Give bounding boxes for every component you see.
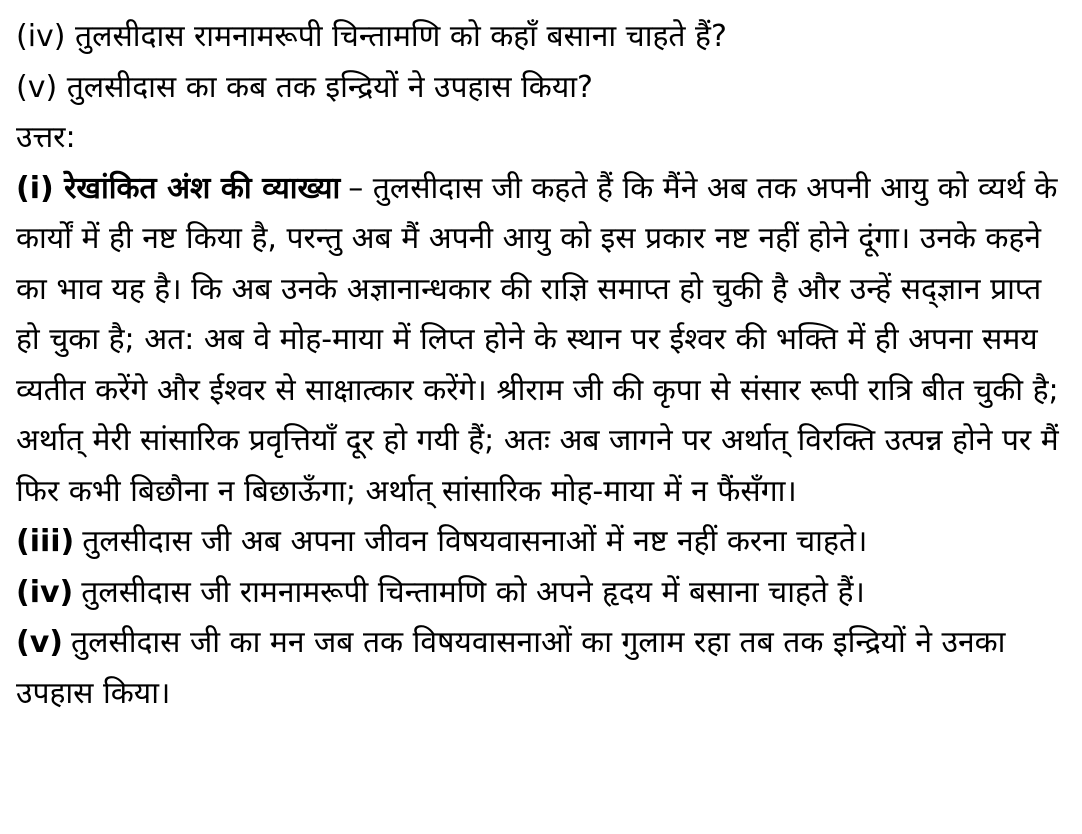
question-5: (v) तुलसीदास का कब तक इन्द्रियों ने उपहास किया? <box>16 69 593 105</box>
answer-3-text: तुलसीदास जी अब अपना जीवन विषयवासनाओं में नष्ट नहीं करना चाहते। <box>82 524 868 559</box>
answer-1 <box>16 164 1066 518</box>
answer-1-text: – तुलसीदास जी कहते हैं कि मैंने अब तक अपनी आयु को व्यर्थ के कार्यों में ही नष्ट किया है, परन्तु अब मैं अपनी आयु को इस प्रकार नष्ट नहीं होने दूंगा। उनके कहने का भाव यह है। कि अब उनके अज्ञानान्धकार की राज्ञि समाप्त हो चुकी है और उन्हें सद्ज्ञान प्राप्त हो चुका है; अत: अब वे मोह-माया में लिप्त होने के स्थान पर ईश्वर की भक्ति में ही अपना समय व्यतीत करेंगे और ईश्वर से साक्षात्कार करेंगे। श्रीराम जी की कृपा से संसार रूपी रात्रि बीत चुकी है; अर्थात् मेरी सांसारिक प्रवृत्तियाँ दूर हो गयी हैं; अतः अब जागने पर अर्थात् विरक्ति उत्पन्न होने पर मैं फिर कभी बिछौना न बिछाऊँगा; अर्थात् सांसारिक मोह-माया में न फैंसँगा। <box>16 170 1059 509</box>
question-4: (iv) तुलसीदास रामनामरूपी चिन्तामणि को कहाँ बसाना चाहते हैं? <box>16 19 727 54</box>
answer-5-label: (v) <box>16 625 63 660</box>
answer-3 <box>16 517 1066 568</box>
answer-1-label: (i) रेखांकित अंश की व्याख्या <box>16 170 341 206</box>
answer-4 <box>16 568 1066 619</box>
answer-heading: उत्तर: <box>16 120 76 155</box>
answer-5 <box>16 618 1066 719</box>
answer-4-label: (iv) <box>16 574 74 610</box>
answer-5-text: तुलसीदास जी का मन जब तक विषयवासनाओं का गुलाम रहा तब तक इन्द्रियों ने उनका उपहास किया। <box>16 625 1006 711</box>
answer-3-label: (iii) <box>16 524 75 559</box>
answer-4-text: तुलसीदास जी रामनामरूपी चिन्तामणि को अपने हृदय में बसाना चाहते हैं। <box>81 574 865 610</box>
